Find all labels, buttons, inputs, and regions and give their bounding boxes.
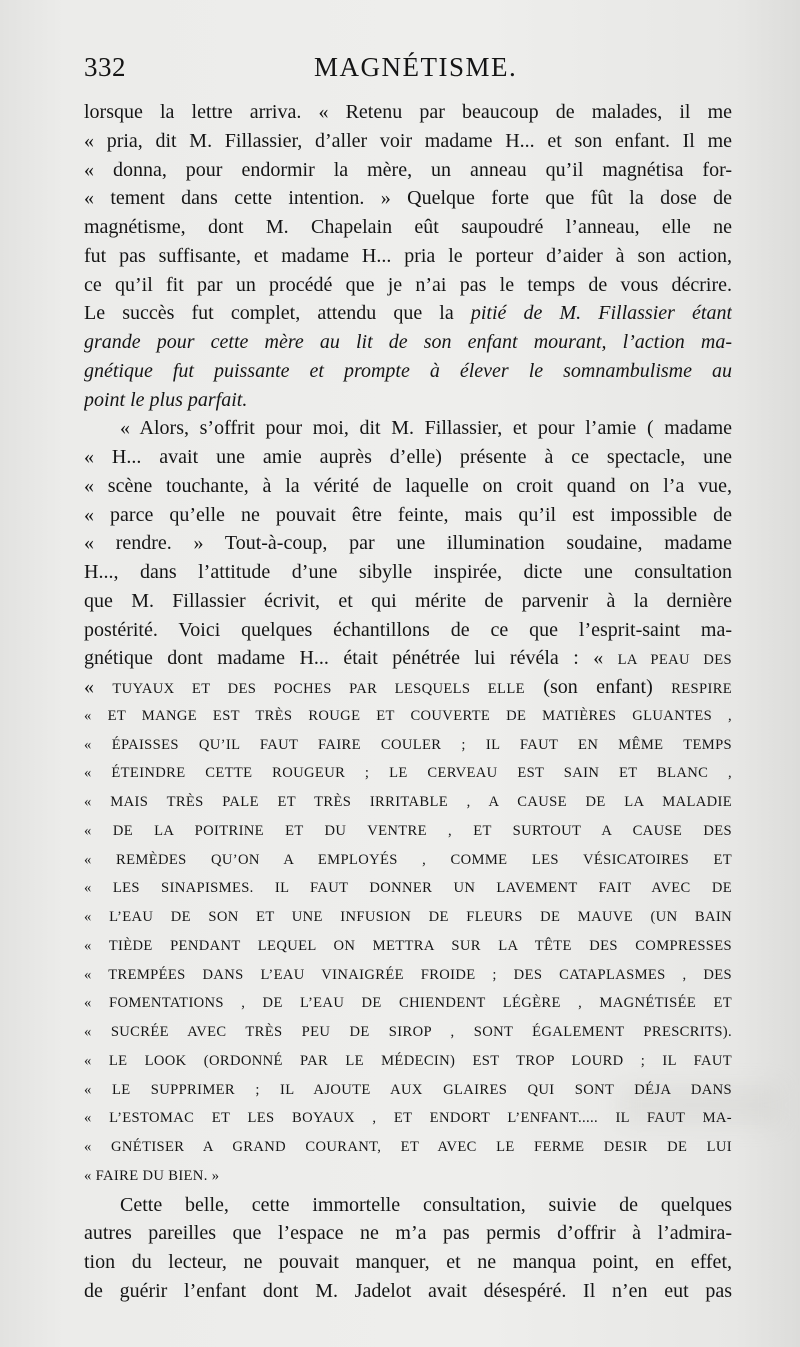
text-line-small-caps: « L’EAU DE SON ET UNE INFUSION DE FLEURS DE MAUVE (UN BAIN (84, 909, 732, 925)
quote-mark: « (84, 676, 94, 698)
text-line-small-caps: « LE LOOK (ORDONNÉ PAR LE MÉDECIN) EST TROP LOURD ; IL FAUT (84, 1052, 732, 1069)
text-line: de guérir l’enfant dont M. Jadelot avait désespéré. Il n’en eut pas (84, 1279, 732, 1302)
text-line: magnétisme, dont M. Chapelain eût saupoudré l’anneau, elle ne (84, 216, 732, 238)
paragraph-start: « Alors, s’offrit pour moi, dit M. Fillassier, et pour l’amie ( madame (120, 417, 732, 440)
text-italic: pitié de M. Fillassier étant (470, 302, 732, 325)
text-line: ce qu’il fit par un procédé que je n’ai pas le temps de vous décrire. (84, 273, 732, 296)
text-line: « rendre. » Tout-à-coup, par une illumination soudaine, madame (84, 532, 732, 555)
text-line-italic: gnétique fut puissante et prompte à élever le somnambulisme au (84, 359, 732, 382)
text-line-small-caps: « ÉTEINDRE CETTE ROUGEUR ; LE CERVEAU EST SAIN ET BLANC , (84, 765, 732, 782)
text-line-small-caps: « TIÈDE PENDANT LEQUEL ON METTRA SUR LA TÊTE DES COMPRESSES (84, 937, 732, 954)
text-line-small-caps: « DE LA POITRINE ET DU VENTRE , ET SURTOUT A CAUSE DES (84, 822, 732, 839)
text-line: fut pas suffisante, et madame H... pria le porteur d’aider à son action, (84, 244, 732, 267)
body-text (84, 98, 732, 1306)
text-line: « parce qu’elle ne pouvait être feinte, mais qu’il est impossible de (84, 503, 732, 526)
text-line-small-caps: « REMÈDES QU’ON A EMPLOYÉS , COMME LES VÉSICATOIRES ET (84, 851, 732, 868)
text-line-italic: point le plus parfait. (84, 388, 248, 411)
text-small-caps: RESPIRE (671, 681, 732, 697)
running-title: MAGNÉTISME. (314, 52, 518, 82)
text-line: « donna, pour endormir la mère, un anneau qu’il magnétisa for- (84, 158, 732, 181)
text-line-italic: grande pour cette mère au lit de son enfant mourant, l’action ma- (84, 331, 732, 353)
text-line-small-caps: « L’ESTOMAC ET LES BOYAUX , ET ENDORT L’ENFANT..... IL FAUT MA- (84, 1110, 732, 1127)
text-line: « H... avait une amie auprès d’elle) présente à ce spectacle, une (84, 446, 732, 468)
text-line: postérité. Voici quelques échantillons de ce que l’esprit-saint ma- (84, 618, 732, 641)
text-line-small-caps: « SUCRÉE AVEC TRÈS PEU DE SIROP , SONT ÉGALEMENT PRESCRITS). (84, 1024, 732, 1040)
text-line: que M. Fillassier écrivit, et qui mérite de parvenir à la dernière (84, 589, 732, 612)
text-line-small-caps: « FOMENTATIONS , DE L’EAU DE CHIENDENT LÉGÈRE , MAGNÉTISÉE ET (84, 995, 732, 1012)
text-line-small-caps: « LES SINAPISMES. IL FAUT DONNER UN LAVEMENT FAIT AVEC DE (84, 880, 732, 897)
page-header (84, 52, 734, 92)
text-line: lorsque la lettre arriva. « Retenu par beaucoup de malades, il me (84, 101, 732, 123)
text-line-small-caps: « MAIS TRÈS PALE ET TRÈS IRRITABLE , A CAUSE DE LA MALADIE (84, 794, 732, 810)
text-line-small-caps: « ÉPAISSES QU’IL FAUT FAIRE COULER ; IL FAUT EN MÊME TEMPS (84, 736, 732, 753)
text-line: tion du lecteur, ne pouvait manquer, et ne manqua point, en effet, (84, 1251, 732, 1273)
text-line-mixed (84, 673, 732, 702)
paragraph-start: Cette belle, cette immortelle consultation, suivie de quelques (120, 1193, 732, 1216)
text-roman: gnétique dont madame H... était pénétrée lui révéla : « (84, 647, 604, 670)
text-small-caps: TUYAUX ET DES POCHES PAR LESQUELS ELLE (112, 681, 525, 697)
text-line: « tement dans cette intention. » Quelque forte que fût la dose de (84, 187, 732, 210)
text-line-small-caps: « FAIRE DU BIEN. » (84, 1167, 220, 1184)
text-line-mixed (84, 644, 732, 673)
page-number: 332 (84, 52, 126, 82)
text-line-small-caps: « ET MANGE EST TRÈS ROUGE ET COUVERTE DE MATIÈRES GLUANTES , (84, 707, 732, 724)
text-line-mixed (84, 299, 732, 328)
text-line-small-caps: « LE SUPPRIMER ; IL AJOUTE AUX GLAIRES QUI SONT DÉJA DANS (84, 1081, 732, 1098)
text-line: « scène touchante, à la vérité de laquelle on croit quand on l’a vue, (84, 474, 732, 497)
text-roman: Le succès fut complet, attendu que la (84, 302, 454, 325)
text-line-small-caps: « GNÉTISER A GRAND COURANT, ET AVEC LE FERME DESIR DE LUI (84, 1139, 732, 1155)
text-line: autres pareilles que l’espace ne m’a pas permis d’offrir à l’admira- (84, 1222, 732, 1245)
text-line: « pria, dit M. Fillassier, d’aller voir madame H... et son enfant. Il me (84, 129, 732, 152)
text-roman: (son enfant) (543, 676, 653, 698)
text-line-small-caps: « TREMPÉES DANS L’EAU VINAIGRÉE FROIDE ; DES CATAPLASMES , DES (84, 966, 732, 983)
text-line: H..., dans l’attitude d’une sibylle inspirée, dicte une consultation (84, 561, 732, 583)
text-small-caps: LA PEAU DES (617, 652, 732, 669)
